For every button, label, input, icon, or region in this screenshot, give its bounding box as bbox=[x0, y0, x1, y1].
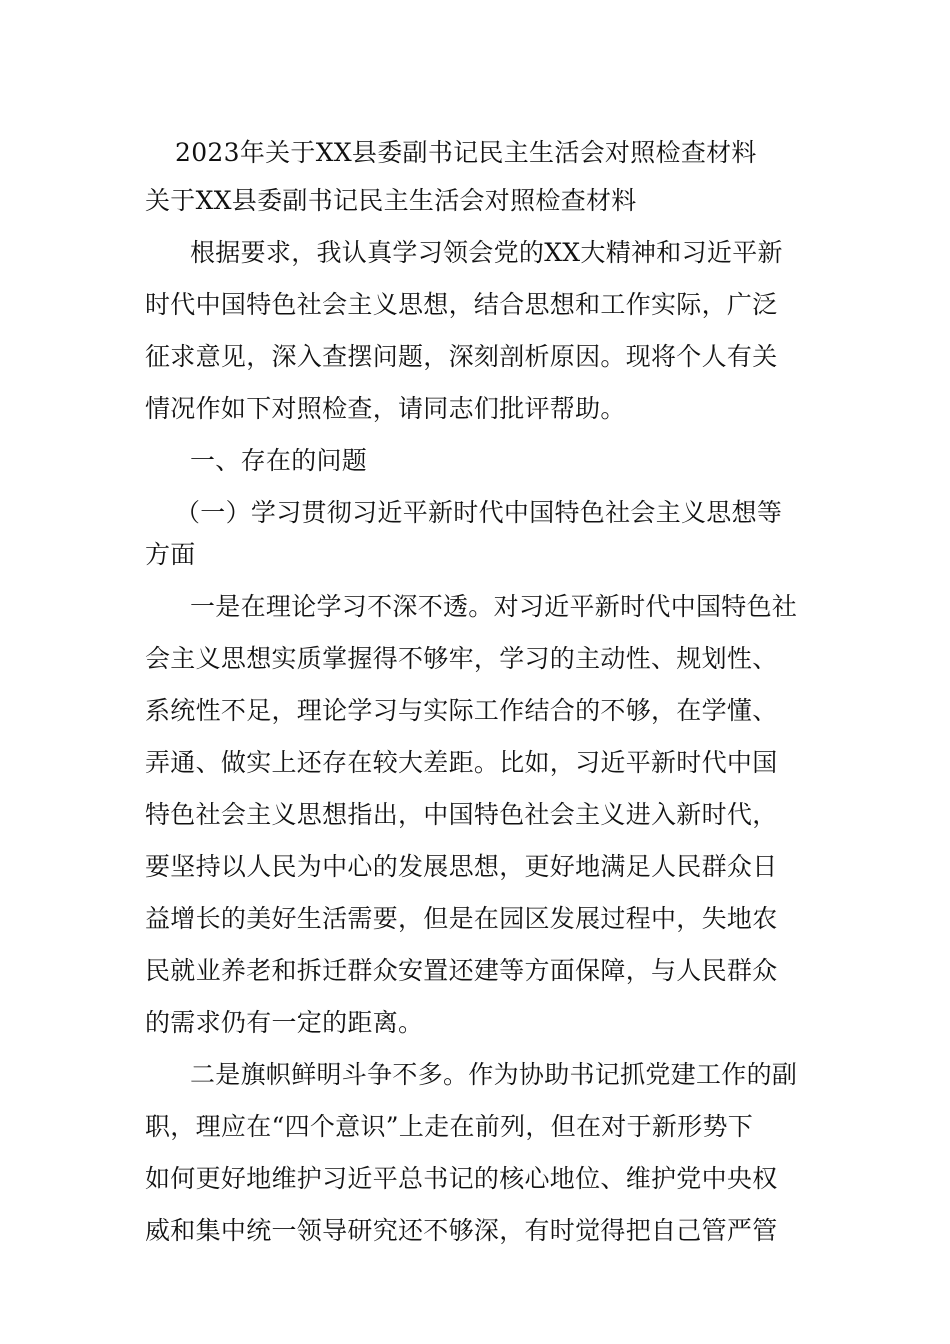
paragraph-line: 二是旗帜鲜明斗争不多。作为协助书记抓党建工作的副 bbox=[190, 1060, 798, 1089]
paragraph-line: 系统性不足，理论学习与实际工作结合的不够，在学懂、 bbox=[145, 696, 778, 725]
paragraph-line: 弄通、做实上还存在较大差距。比如，习近平新时代中国 bbox=[145, 748, 778, 777]
section-heading: 一、存在的问题 bbox=[190, 446, 368, 475]
paragraph-line: 民就业养老和拆迁群众安置还建等方面保障，与人民群众 bbox=[145, 956, 778, 985]
paragraph-line: 职，理应在“四个意识”上走在前列，但在对于新形势下 bbox=[145, 1112, 754, 1141]
paragraph-line: 情况作如下对照检查，请同志们批评帮助。 bbox=[145, 394, 626, 423]
document-title: 2023年关于XX县委副书记民主生活会对照检查材料 bbox=[175, 138, 757, 167]
paragraph-line: 根据要求，我认真学习领会党的XX大精神和习近平新 bbox=[190, 238, 783, 267]
paragraph-line: 威和集中统一领导研究还不够深，有时觉得把自己管严管 bbox=[145, 1216, 778, 1245]
document-subtitle: 关于XX县委副书记民主生活会对照检查材料 bbox=[145, 186, 637, 215]
paragraph-line: 征求意见，深入查摆问题，深刻剖析原因。现将个人有关 bbox=[145, 342, 778, 371]
paragraph-line: 要坚持以人民为中心的发展思想，更好地满足人民群众日 bbox=[145, 852, 778, 881]
subsection-heading: （一）学习贯彻习近平新时代中国特色社会主义思想等 bbox=[175, 498, 783, 527]
paragraph-line: 一是在理论学习不深不透。对习近平新时代中国特色社 bbox=[190, 592, 798, 621]
paragraph-line: 如何更好地维护习近平总书记的核心地位、维护党中央权 bbox=[145, 1164, 778, 1193]
paragraph-line: 会主义思想实质掌握得不够牢，学习的主动性、规划性、 bbox=[145, 644, 778, 673]
paragraph-line: 的需求仍有一定的距离。 bbox=[145, 1008, 424, 1037]
subsection-heading-cont: 方面 bbox=[145, 540, 196, 569]
paragraph-line: 特色社会主义思想指出，中国特色社会主义进入新时代， bbox=[145, 800, 778, 829]
paragraph-line: 益增长的美好生活需要，但是在园区发展过程中，失地农 bbox=[145, 904, 778, 933]
paragraph-line: 时代中国特色社会主义思想，结合思想和工作实际，广泛 bbox=[145, 290, 778, 319]
